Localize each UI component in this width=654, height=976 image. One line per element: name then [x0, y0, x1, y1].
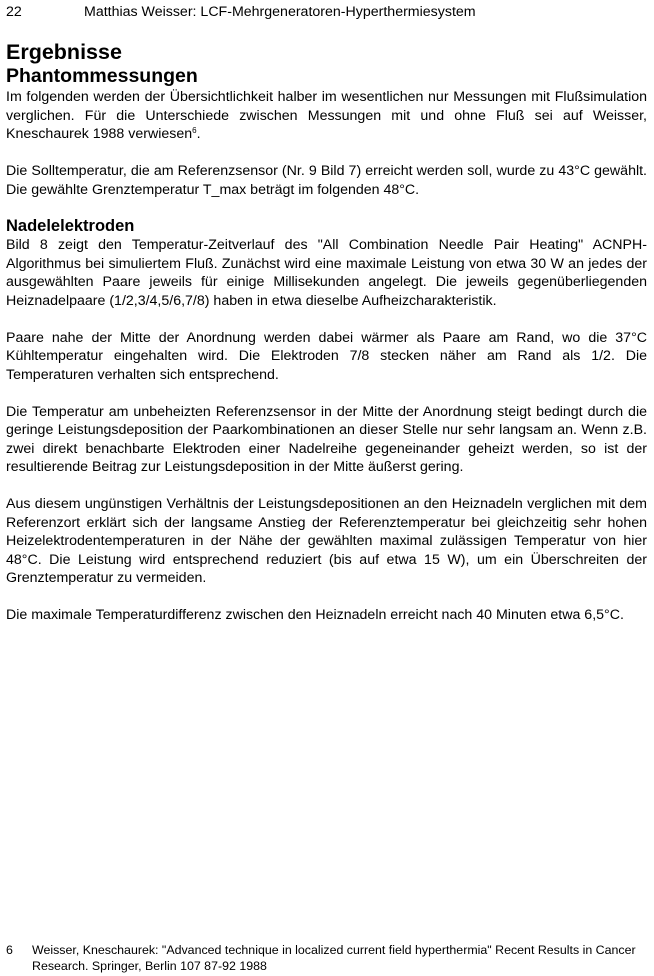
running-header: [6, 3, 648, 21]
footnote-reference: 6: [192, 126, 197, 135]
paragraph-phantom-intro: Im folgenden werden der Übersichtlichkeit halber im wesentlichen nur Messungen mit Flußsimulation verglichen. Für die Unterschiede zwischen Messungen mit und ohne Fluß sei auf Weisser, Kneschaurek 1988 verwiesen$^6$.: [6, 89, 647, 142]
paragraph-text: Im folgenden werden der Übersichtlichkeit halber im wesentlichen nur Messungen mit Flußsimulation verglichen. Für die Unterschiede zwischen Messungen mit und ohne Fluß sei auf Weisser, Kneschaurek 1988 verwiesen: [6, 89, 647, 142]
footnote-text: Weisser, Kneschaurek: "Advanced technique in localized current field hyperthermia" Recent Results in Cancer Research. Springer, Berlin 107 87-92 1988: [32, 943, 636, 973]
footnote-number: 6: [6, 943, 13, 957]
paragraph-solltemperatur: Die Solltemperatur, die am Referenzsensor (Nr. 9 Bild 7) erreicht werden soll, wurde zu 43°C gewählt. Die gewählte Grenztemperatur T_max beträgt im folgenden 48°C.: [6, 163, 647, 198]
running-title: Matthias Weisser: LCF-Mehrgeneratoren-Hyperthermiesystem: [84, 4, 476, 20]
paragraph-temperaturdifferenz: Die maximale Temperaturdifferenz zwischen den Heiznadeln erreicht nach 40 Minuten etwa 6,5°C.: [6, 607, 624, 623]
paragraph-bild8: Bild 8 zeigt den Temperatur-Zeitverlauf des "All Combination Needle Pair Heating" ACNPH-Algorithmus bei simuliertem Fluß. Zunächst wird eine maximale Leistung von etwa 30 W an jedes der ausgewählten Paare jeweils für einige Millisekunden angelegt. Die jeweils gegenüberliegenden Heiznadelpaare (1/2,3/4,5/6,7/8) haben in etwa dieselbe Aufheizcharakteristik.: [6, 237, 647, 309]
paragraph-referenzsensor: Die Temperatur am unbeheizten Referenzsensor in der Mitte der Anordnung steigt bedingt durch die geringe Leistungsdeposition der Paarkombinationen an dieser Stelle nur sehr langsam an. Wenn z.B. zwei direkt benachbarte Elektroden einer Nadelreihe gegeneinander geheizt werden, so ist der resultierende Beitrag zur Leistungsdeposition in der Mitte äußerst gering.: [6, 403, 647, 475]
subsection-title: Phantommessungen: [6, 65, 198, 87]
footnote: [6, 943, 647, 974]
page-content: [6, 40, 647, 643]
page-number: 22: [6, 4, 22, 20]
nadelelektroden-heading: Nadelelektroden: [6, 217, 135, 235]
paragraph-paare: Paare nahe der Mitte der Anordnung werden dabei wärmer als Paare am Rand, wo die 37°C Kühltemperatur eingehalten wird. Die Elektroden 7/8 stecken näher am Rand als 1/2. Die Temperaturen verhalten sich entsprechend.: [6, 329, 647, 383]
paragraph-verhaeltnis: Aus diesem ungünstigen Verhältnis der Leistungsdepositionen an den Heiznadeln verglichen mit dem Referenzort erklärt sich der langsame Anstieg der Referenztemperatur bei gleichzeitig sehr hohen Heizelektrodentemperaturen in der Nähe der gewählten maximal zulässigen Temperatur von hier 48°C. Die Leistung wird entsprechend reduziert (bis auf etwa 15 W), um ein Überschreiten der Grenztemperatur zu vermeiden.: [6, 496, 647, 586]
section-title: Ergebnisse: [6, 40, 122, 64]
